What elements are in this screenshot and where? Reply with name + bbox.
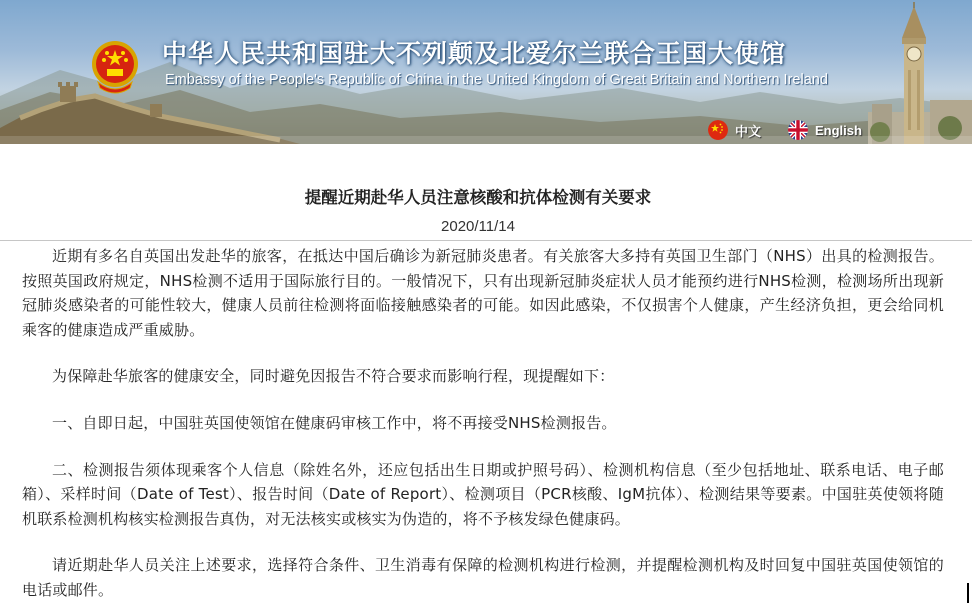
- paragraph-item-two: 二、检测报告须体现乘客个人信息（除姓名外，还应包括出生日期或护照号码）、检测机构信息（至少包括地址、联系电话、电子邮箱）、采样时间（Date of Test）、报告时间（Date of Report）、检测项目（PCR核酸、IgM抗体）、检测结果等要素。中国驻英使领将随机联系检测机构核实检测报告真伪，对无法核实或核实为伪造的，将不予核发绿色健康码。: [22, 460, 944, 528]
- article-title: 提醒近期赴华人员注意核酸和抗体检测有关要求: [304, 188, 652, 207]
- language-link-chinese[interactable]: [708, 120, 761, 140]
- article-body: [22, 244, 944, 610]
- text-cursor: [967, 583, 969, 603]
- big-ben-icon: [902, 2, 926, 144]
- title-divider: [0, 240, 972, 241]
- paragraph-closing: 请近期赴华人员关注上述要求，选择符合条件、卫生消毒有保障的检测机构进行检测，并提醒检测机构及时回复中国驻英国使领馆的电话或邮件。: [22, 556, 944, 599]
- embassy-title-english: Embassy of the People's Republic of China in the United Kingdom of Great Britain and Northern Ireland: [165, 72, 828, 88]
- paragraph-intro: 近期有多名自英国出发赴华的旅客，在抵达中国后确诊为新冠肺炎患者。有关旅客大多持有英国卫生部门（NHS）出具的检测报告。按照英国政府规定，NHS检测不适用于国际旅行目的。一般情况下，只有出现新冠肺炎症状人员才能预约进行NHS检测，检测场所出现新冠肺炎感染者的可能性较大，健康人员前往检测将面临接触感染者的可能。如因此感染，不仅损害个人健康，产生经济负担，更会给同机乘客的健康造成严重威胁。: [22, 247, 944, 339]
- article-date: 2020/11/14: [441, 218, 515, 235]
- language-label-english: English: [815, 122, 862, 138]
- language-link-english[interactable]: [788, 120, 862, 140]
- uk-flag-icon: [788, 120, 808, 140]
- china-flag-icon: [708, 120, 728, 140]
- language-label-chinese: 中文: [735, 123, 762, 139]
- paragraph-reminder-lead: 为保障赴华旅客的健康安全，同时避免因报告不符合要求而影响行程，现提醒如下：: [52, 367, 615, 386]
- paragraph-item-one: 一、自即日起，中国驻英国使领馆在健康码审核工作中，将不再接受NHS检测报告。: [52, 413, 617, 432]
- national-emblem-icon: [90, 38, 140, 94]
- embassy-banner: [0, 0, 972, 144]
- embassy-title-chinese: 中华人民共和国驻大不列颠及北爱尔兰联合王国大使馆: [162, 39, 787, 68]
